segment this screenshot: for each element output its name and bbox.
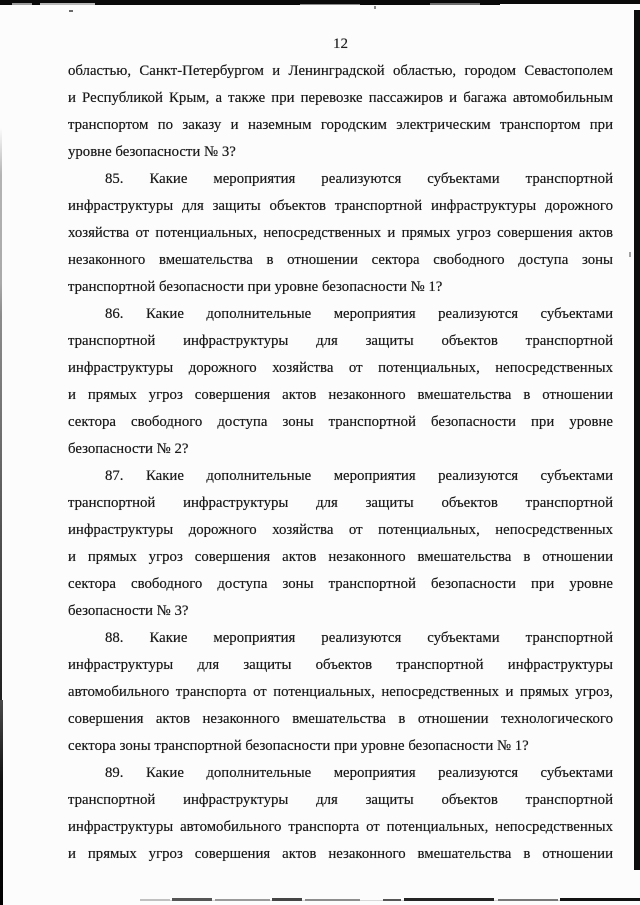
scan-top-gray-segment <box>300 4 360 5</box>
text-line: и прямых угроз совершения актов незаконного вмешательства в отношении <box>68 387 613 403</box>
text-line: транспортной инфраструктуры для защиты объектов транспортной <box>68 792 613 808</box>
paragraph-q86 <box>68 301 613 463</box>
scan-top-gray-segment <box>12 3 32 5</box>
text-line: транспортом по заказу и наземным городским электрическим транспортом при <box>68 117 613 133</box>
paragraph-q89 <box>68 760 613 868</box>
text-line: автомобильного транспорта от потенциальных, непосредственных и прямых угроз, <box>68 684 613 700</box>
text-line: 86. Какие дополнительные мероприятия реализуются субъектами <box>105 306 613 322</box>
scan-bottom-mark <box>305 899 360 901</box>
paragraph-q87 <box>68 463 613 625</box>
text-line: транспортной инфраструктуры для защиты объектов транспортной <box>68 333 613 349</box>
document-text <box>68 58 613 868</box>
text-line: 88. Какие мероприятия реализуются субъектами транспортной <box>105 630 613 646</box>
paragraph-continuation <box>68 58 613 166</box>
text-line: инфраструктуры для защиты объектов транспортной инфраструктуры дорожного <box>68 198 613 214</box>
scan-speck <box>69 10 73 12</box>
scan-bottom-mark <box>560 898 640 901</box>
text-line: 89. Какие дополнительные мероприятия реализуются субъектами <box>105 765 613 781</box>
scan-top-gray-segment <box>40 3 95 5</box>
text-line: транспортной инфраструктуры для защиты объектов транспортной <box>68 495 613 511</box>
text-line: инфраструктуры дорожного хозяйства от потенциальных, непосредственных <box>68 360 613 376</box>
text-line: сектора свободного доступа зоны транспортной безопасности при уровне <box>68 414 613 430</box>
text-line: безопасности № 2? <box>68 441 189 457</box>
scan-bottom-mark <box>172 898 212 901</box>
text-line: и Республикой Крым, а также при перевозке пассажиров и багажа автомобильным <box>68 90 613 106</box>
scan-bottom-mark <box>140 899 170 901</box>
text-line: и прямых угроз совершения актов незаконного вмешательства в отношении <box>68 549 613 565</box>
paragraph-q88 <box>68 625 613 760</box>
text-line: областью, Санкт-Петербургом и Ленинградской областью, городом Севастополем <box>68 63 613 79</box>
scan-bottom-mark <box>272 898 302 901</box>
scan-top-gray-segment <box>430 3 480 5</box>
paragraph-q85 <box>68 166 613 301</box>
text-line: уровне безопасности № 3? <box>68 144 236 160</box>
scan-top-edge-notch <box>500 4 640 5</box>
scan-bottom-mark <box>215 899 270 901</box>
text-line: сектора зоны транспортной безопасности при уровне безопасности № 1? <box>68 738 529 754</box>
text-line: сектора свободного доступа зоны транспортной безопасности при уровне <box>68 576 613 592</box>
text-line: 87. Какие дополнительные мероприятия реализуются субъектами <box>105 468 613 484</box>
scan-right-edge-bar <box>634 10 640 870</box>
text-line: и прямых угроз совершения актов незаконного вмешательства в отношении <box>68 846 613 862</box>
text-line: совершения актов незаконного вмешательства в отношении технологического <box>68 711 613 727</box>
text-line: безопасности № 3? <box>68 603 189 619</box>
text-line: инфраструктуры автомобильного транспорта от потенциальных, непосредственных <box>68 819 613 835</box>
text-line: хозяйства от потенциальных, непосредственных и прямых угроз совершения актов <box>68 225 613 241</box>
scan-bottom-mark <box>383 899 401 901</box>
scan-bottom-mark <box>404 898 494 901</box>
text-line: транспортной безопасности при уровне безопасности № 1? <box>68 279 443 295</box>
text-line: инфраструктуры дорожного хозяйства от потенциальных, непосредственных <box>68 522 613 538</box>
text-line: незаконного вмешательства в отношении сектора свободного доступа зоны <box>68 252 613 268</box>
scan-left-edge-line <box>0 700 3 905</box>
scan-speck <box>629 252 631 257</box>
scan-bottom-mark <box>498 899 558 901</box>
text-line: 85. Какие мероприятия реализуются субъектами транспортной <box>105 171 613 187</box>
scan-speck <box>374 6 376 9</box>
text-line: инфраструктуры для защиты объектов транспортной инфраструктуры <box>68 657 613 673</box>
page-number: 12 <box>333 36 348 52</box>
